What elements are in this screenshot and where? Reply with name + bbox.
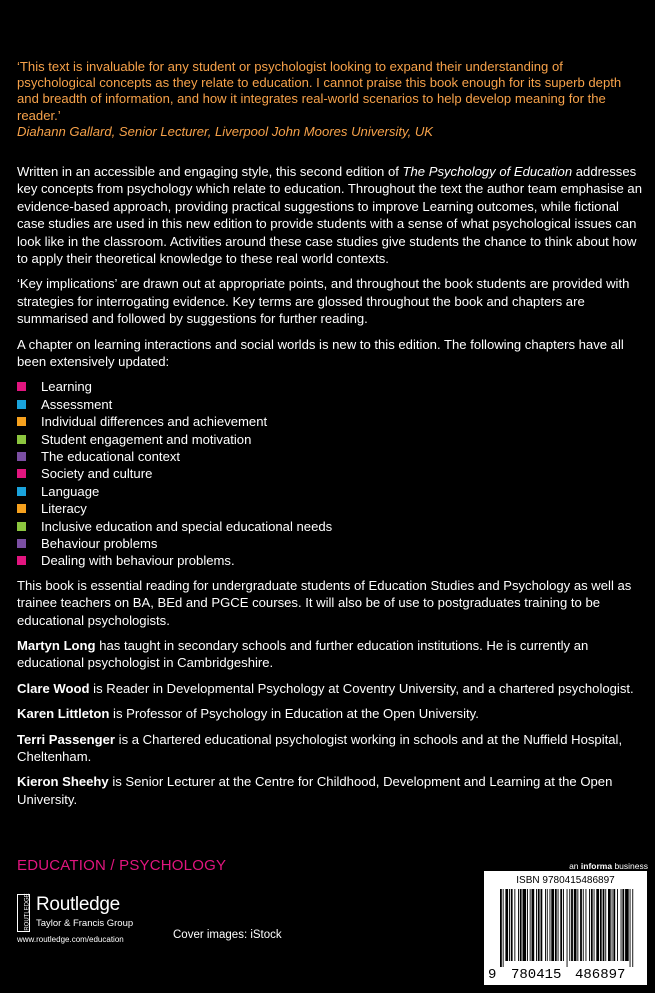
blurb: [17, 163, 645, 816]
barcode-digits-group1: 780415: [511, 967, 562, 983]
bullet-square-icon: [17, 487, 26, 496]
bullet-square-icon: [17, 452, 26, 461]
chapter-item: [17, 431, 645, 448]
chapter-label: Behaviour problems: [41, 535, 158, 551]
intro-text-start: Written in an accessible and engaging style, this second edition of: [17, 164, 403, 179]
chapter-item: [17, 448, 645, 465]
author-name: Martyn Long: [17, 637, 96, 653]
author-bio-text: is Professor of Psychology in Education at the Open University.: [109, 706, 479, 722]
barcode-icon: [500, 889, 634, 967]
bullet-square-icon: [17, 400, 26, 409]
chapter-label: Student engagement and motivation: [41, 431, 252, 447]
bullet-square-icon: [17, 504, 26, 513]
chapter-item: [17, 552, 645, 569]
book-title: The Psychology of Education: [402, 164, 573, 179]
isbn-text: ISBN 9780415486897: [516, 875, 615, 886]
author-name: Karen Littleton: [17, 706, 110, 722]
bullet-square-icon: [17, 556, 26, 565]
informa-brand: informa: [580, 861, 613, 871]
chapter-list: [17, 378, 645, 569]
bullet-square-icon: [17, 382, 26, 391]
author-bio: [17, 637, 645, 672]
author-name: Terri Passenger: [17, 731, 116, 747]
logo-vertical-text: ROUTLEDGE: [24, 893, 31, 931]
review-quote: [17, 59, 642, 140]
chapter-label: Dealing with behaviour problems.: [41, 553, 235, 569]
key-implications-paragraph: ‘Key implications’ are drawn out at appropriate points, and throughout the book students are provided with strategies for interrogating evidence. Key terms are glossed throughout the book and chapters are summarised and followed by suggestions for further reading.: [17, 276, 630, 327]
author-bio: [17, 705, 645, 722]
publisher-url: www.routledge.com/education: [17, 935, 124, 944]
barcode-digit-first: 9: [488, 967, 497, 983]
chapter-label: Inclusive education and special educational needs: [41, 518, 333, 534]
routledge-mark: [17, 894, 30, 932]
author-bio: [17, 773, 645, 808]
bullet-square-icon: [17, 522, 26, 531]
bullet-square-icon: [17, 417, 26, 426]
barcode-panel: [484, 871, 647, 985]
chapter-item: [17, 378, 645, 395]
chapter-label: The educational context: [41, 449, 181, 465]
author-name: Kieron Sheehy: [17, 774, 109, 790]
publisher-group: Taylor & Francis Group: [36, 918, 134, 929]
informa-suffix: business: [612, 861, 648, 871]
intro-paragraph: [17, 163, 645, 267]
barcode-digits-group2: 486897: [575, 967, 626, 983]
chapter-item: [17, 413, 645, 430]
chapter-label: Society and culture: [41, 466, 153, 482]
category-label: EDUCATION / PSYCHOLOGY: [17, 857, 227, 874]
chapter-label: Learning: [41, 379, 92, 395]
new-chapter-paragraph: A chapter on learning interactions and social worlds is new to this edition. The following chapters have all been extensively updated:: [17, 336, 624, 370]
bullet-square-icon: [17, 469, 26, 478]
informa-prefix: an: [569, 861, 581, 871]
author-bio: [17, 680, 645, 697]
author-bio-text: is a Chartered educational psychologist working in schools and at the Nuffield Hospital, Cheltenham.: [17, 731, 623, 765]
intro-text-end: addresses key concepts from psychology which relate to education. Throughout the text the author team emphasise an evidence-based approach, providing practical suggestions to improve Learning outcomes, while fictional case studies are used in this new edition to provide students with a sense of what psychological issues can look like in the classroom. Activities around these case studies give students the chance to think about how to apply their theoretical knowledge to these real world contexts.: [17, 164, 642, 267]
chapter-item: [17, 465, 645, 482]
bullet-square-icon: [17, 539, 26, 548]
chapter-label: Language: [41, 483, 100, 499]
audience-paragraph: This book is essential reading for undergraduate students of Education Studies and Psychology as well as trainee teachers on BA, BEd and PGCE courses. It will also be of use to postgraduates training to be educational psychologists.: [17, 577, 632, 628]
author-bio: [17, 731, 645, 766]
chapter-item: [17, 518, 645, 535]
publisher-name: Routledge: [36, 894, 120, 915]
bullet-square-icon: [17, 435, 26, 444]
chapter-item: [17, 396, 645, 413]
quote-attribution: Diahann Gallard, Senior Lecturer, Liverpool John Moores University, UK: [17, 123, 434, 139]
chapter-item: [17, 483, 645, 500]
author-name: Clare Wood: [17, 680, 90, 696]
chapter-label: Literacy: [41, 501, 87, 517]
chapter-label: Assessment: [41, 396, 113, 412]
chapter-label: Individual differences and achievement: [41, 414, 268, 430]
author-bio-text: has taught in secondary schools and further education institutions. He is currently an educational psychologist in Cambridgeshire.: [17, 637, 589, 671]
chapter-item: [17, 535, 645, 552]
quote-text: ‘This text is invaluable for any student or psychologist looking to expand their understanding of psychological concepts as they relate to education. I cannot praise this book enough for its superb depth and breadth of information, and how it integrates real-world scenarios to help develop meaning for the reader.’: [17, 59, 622, 123]
author-bio-text: is Senior Lecturer at the Centre for Childhood, Development and Learning at the Open University.: [17, 774, 613, 807]
informa-tagline: [569, 861, 648, 871]
author-bio-text: is Reader in Developmental Psychology at Coventry University, and a chartered psychologist.: [89, 680, 634, 696]
chapter-item: [17, 500, 645, 517]
cover-credits: Cover images: iStock: [173, 929, 282, 941]
